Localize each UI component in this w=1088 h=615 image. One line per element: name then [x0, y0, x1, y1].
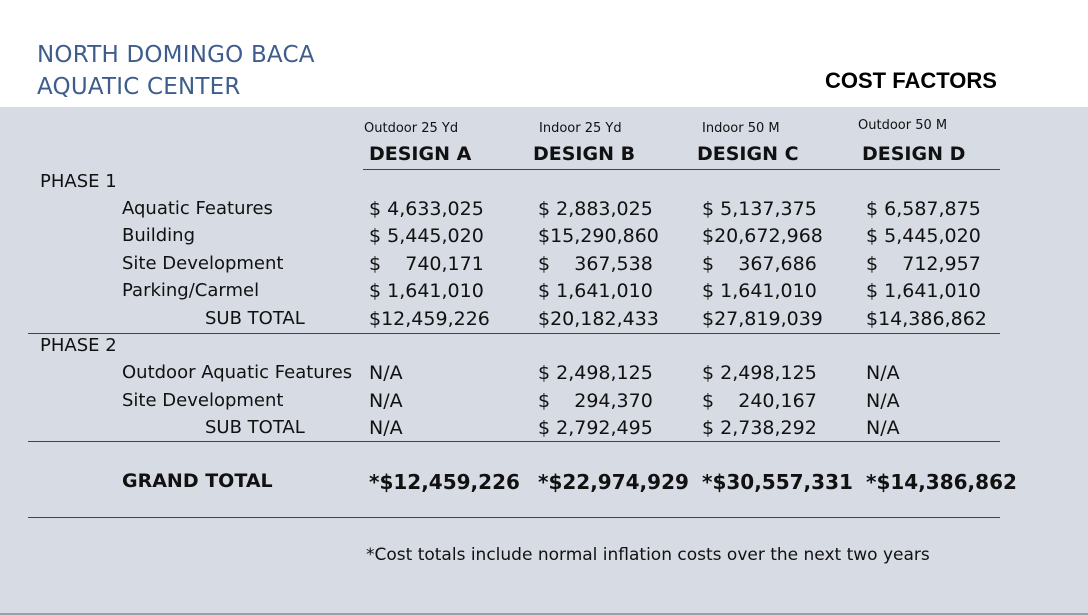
cell-value: $ 367,686 [702, 253, 817, 275]
grand-total-value: *$12,459,226 [369, 470, 520, 494]
design-a-name: DESIGN A [369, 143, 472, 165]
cell-value: $ 712,957 [866, 253, 981, 275]
footnote: *Cost totals include normal inflation costs over the next two years [366, 545, 930, 565]
cell-value: $ 1,641,010 [369, 280, 484, 302]
cell-value: $ 5,445,020 [866, 225, 981, 247]
row-label: Parking/Carmel [122, 280, 260, 301]
cell-value: $15,290,860 [538, 225, 659, 247]
cell-value: $ 240,167 [702, 390, 817, 412]
phase2-label: PHASE 2 [40, 335, 117, 356]
subtotal-value: $ 2,738,292 [702, 417, 817, 439]
design-a-type: Outdoor 25 Yd [364, 121, 459, 136]
cell-value: $ 2,883,025 [538, 198, 653, 220]
grand-total-value: *$30,557,331 [702, 470, 853, 494]
phase1-divider [28, 333, 1000, 334]
cell-value: $ 740,171 [369, 253, 484, 275]
subtotal-value: $ 2,792,495 [538, 417, 653, 439]
design-c-type: Indoor 50 M [702, 121, 780, 136]
cell-value: $ 1,641,010 [538, 280, 653, 302]
design-d-name: DESIGN D [862, 143, 966, 165]
subtotal-value: $12,459,226 [369, 308, 490, 330]
design-b-type: Indoor 25 Yd [539, 121, 622, 136]
subtotal-label: SUB TOTAL [205, 308, 305, 329]
row-label: Site Development [122, 390, 284, 411]
slide-header [0, 0, 1088, 107]
grand-total-value: *$14,386,862 [866, 470, 1017, 494]
cell-value: $ 2,498,125 [702, 362, 817, 384]
slide-label: COST FACTORS [825, 68, 997, 93]
subtotal-value: N/A [369, 417, 403, 439]
cell-value: N/A [369, 390, 403, 412]
cell-value: $ 2,498,125 [538, 362, 653, 384]
title-line-1: NORTH DOMINGO BACA [37, 42, 315, 68]
phase1-label: PHASE 1 [40, 171, 117, 192]
header-divider [363, 169, 1000, 170]
cell-value: $ 5,445,020 [369, 225, 484, 247]
cost-table-panel [0, 107, 1088, 613]
row-label: Site Development [122, 253, 284, 274]
grand-total-divider [28, 517, 1000, 518]
cell-value: $ 1,641,010 [866, 280, 981, 302]
row-label: Building [122, 225, 196, 246]
cell-value: $20,672,968 [702, 225, 823, 247]
subtotal-value: $27,819,039 [702, 308, 823, 330]
cell-value: N/A [866, 362, 900, 384]
title-line-2: AQUATIC CENTER [37, 74, 241, 100]
design-c-name: DESIGN C [697, 143, 799, 165]
cell-value: $ 5,137,375 [702, 198, 817, 220]
cell-value: $ 294,370 [538, 390, 653, 412]
design-d-type: Outdoor 50 M [858, 118, 948, 133]
row-label: Aquatic Features [122, 198, 273, 219]
cell-value: $ 4,633,025 [369, 198, 484, 220]
design-b-name: DESIGN B [533, 143, 636, 165]
grand-total-label: GRAND TOTAL [122, 470, 273, 492]
subtotal-value: $14,386,862 [866, 308, 987, 330]
grand-total-value: *$22,974,929 [538, 470, 689, 494]
cell-value: $ 1,641,010 [702, 280, 817, 302]
cell-value: N/A [866, 390, 900, 412]
cell-value: N/A [369, 362, 403, 384]
cell-value: $ 6,587,875 [866, 198, 981, 220]
cell-value: $ 367,538 [538, 253, 653, 275]
subtotal-label: SUB TOTAL [205, 417, 305, 438]
row-label: Outdoor Aquatic Features [122, 362, 353, 383]
phase2-divider [28, 441, 1000, 442]
subtotal-value: N/A [866, 417, 900, 439]
subtotal-value: $20,182,433 [538, 308, 659, 330]
